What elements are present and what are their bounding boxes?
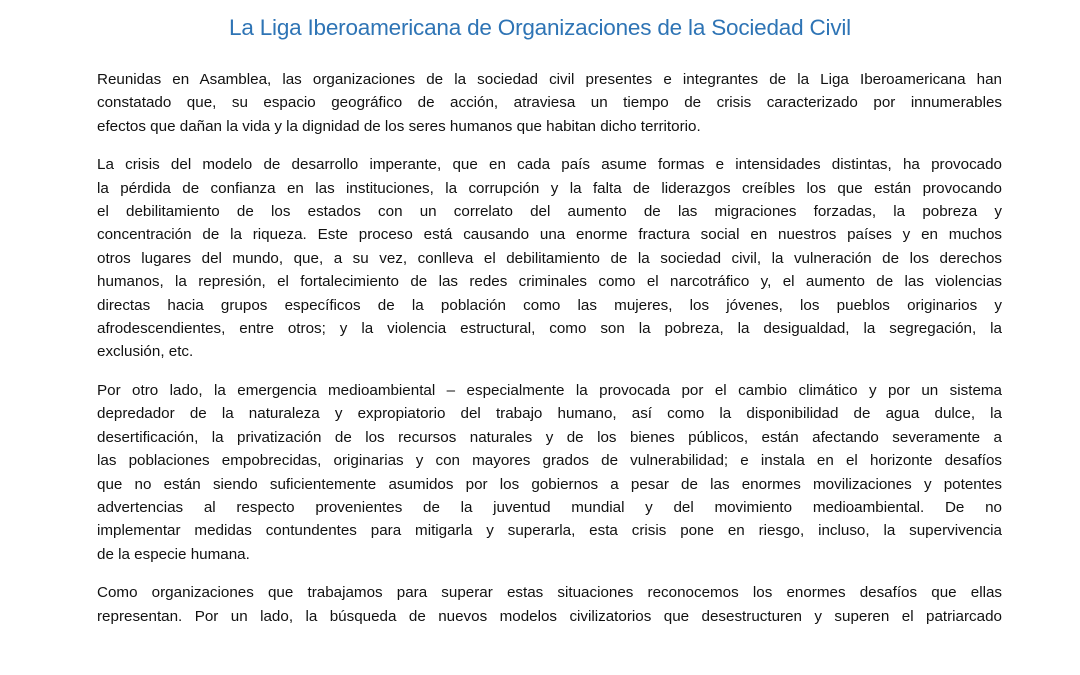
paragraph-line: el debilitamiento de los estados con un correlato del aumento de las migraciones forzadas, la pobreza y (97, 203, 1002, 221)
paragraph-desafios (97, 581, 1002, 628)
paragraph-line: concentración de la riqueza. Este proceso está causando una enorme fractura social en nuestros países y en muchos (97, 226, 1002, 244)
paragraph-asamblea (97, 68, 1002, 138)
paragraph-line: La crisis del modelo de desarrollo imperante, que en cada país asume formas e intensidades distintas, ha provocado (97, 156, 1002, 174)
paragraph-line: la pérdida de confianza en las instituciones, la corrupción y la falta de liderazgos creíbles los que están provocando (97, 179, 1002, 197)
paragraph-line: otros lugares del mundo, que, a su vez, conlleva el debilitamiento de la sociedad civil, la vulneración de los derechos (97, 249, 1002, 267)
paragraph-line: advertencias al respecto provenientes de la juventud mundial y del movimiento medioambiental. De no (97, 498, 1002, 516)
paragraph-line: implementar medidas contundentes para mitigarla y superarla, esta crisis pone en riesgo, incluso, la supervivencia (97, 522, 1002, 540)
paragraph-line: humanos, la represión, el fortalecimiento de las redes criminales como el narcotráfico y, el aumento de las violencias (97, 273, 1002, 291)
paragraph-line: constatado que, su espacio geográfico de acción, atraviesa un tiempo de crisis caracterizado por innumerables (97, 94, 1002, 112)
paragraph-line: de la especie humana. (97, 545, 250, 563)
paragraph-line: exclusión, etc. (97, 343, 194, 361)
paragraph-line: Como organizaciones que trabajamos para superar estas situaciones reconocemos los enormes desafíos que ellas (97, 584, 1002, 602)
paragraph-line: directas hacia grupos específicos de la población como las mujeres, los jóvenes, los pueblos originarios y (97, 296, 1002, 314)
document-body (97, 68, 1002, 643)
paragraph-line: Por otro lado, la emergencia medioambiental – especialmente la provocada por el cambio climático y por un sistema (97, 381, 1002, 399)
paragraph-line: las poblaciones empobrecidas, originarias y con mayores grados de vulnerabilidad; e instala en el horizonte desafíos (97, 452, 1002, 470)
paragraph-line: depredador de la naturaleza y expropiatorio del trabajo humano, así como la disponibilidad de agua dulce, la (97, 405, 1002, 423)
paragraph-line: que no están siendo suficientemente asumidos por los gobiernos a pesar de las enormes movilizaciones y potentes (97, 475, 1002, 493)
paragraph-line: desertificación, la privatización de los recursos naturales y de los bienes públicos, están afectando severamente a (97, 428, 1002, 446)
paragraph-emergencia-medioambiental (97, 379, 1002, 566)
paragraph-line: representan. Por un lado, la búsqueda de nuevos modelos civilizatorios que desestructuren y superen el patriarcado (97, 607, 1002, 625)
paragraph-line: afrodescendientes, entre otros; y la violencia estructural, como son la pobreza, la desigualdad, la segregación, la (97, 320, 1002, 338)
paragraph-line: Reunidas en Asamblea, las organizaciones de la sociedad civil presentes e integrantes de la Liga Iberoamericana han (97, 71, 1002, 88)
document-title: La Liga Iberoamericana de Organizaciones de la Sociedad Civil (229, 15, 851, 40)
paragraph-line: efectos que dañan la vida y la dignidad de los seres humanos que habitan dicho territorio. (97, 117, 701, 135)
paragraph-crisis-modelo (97, 153, 1002, 364)
